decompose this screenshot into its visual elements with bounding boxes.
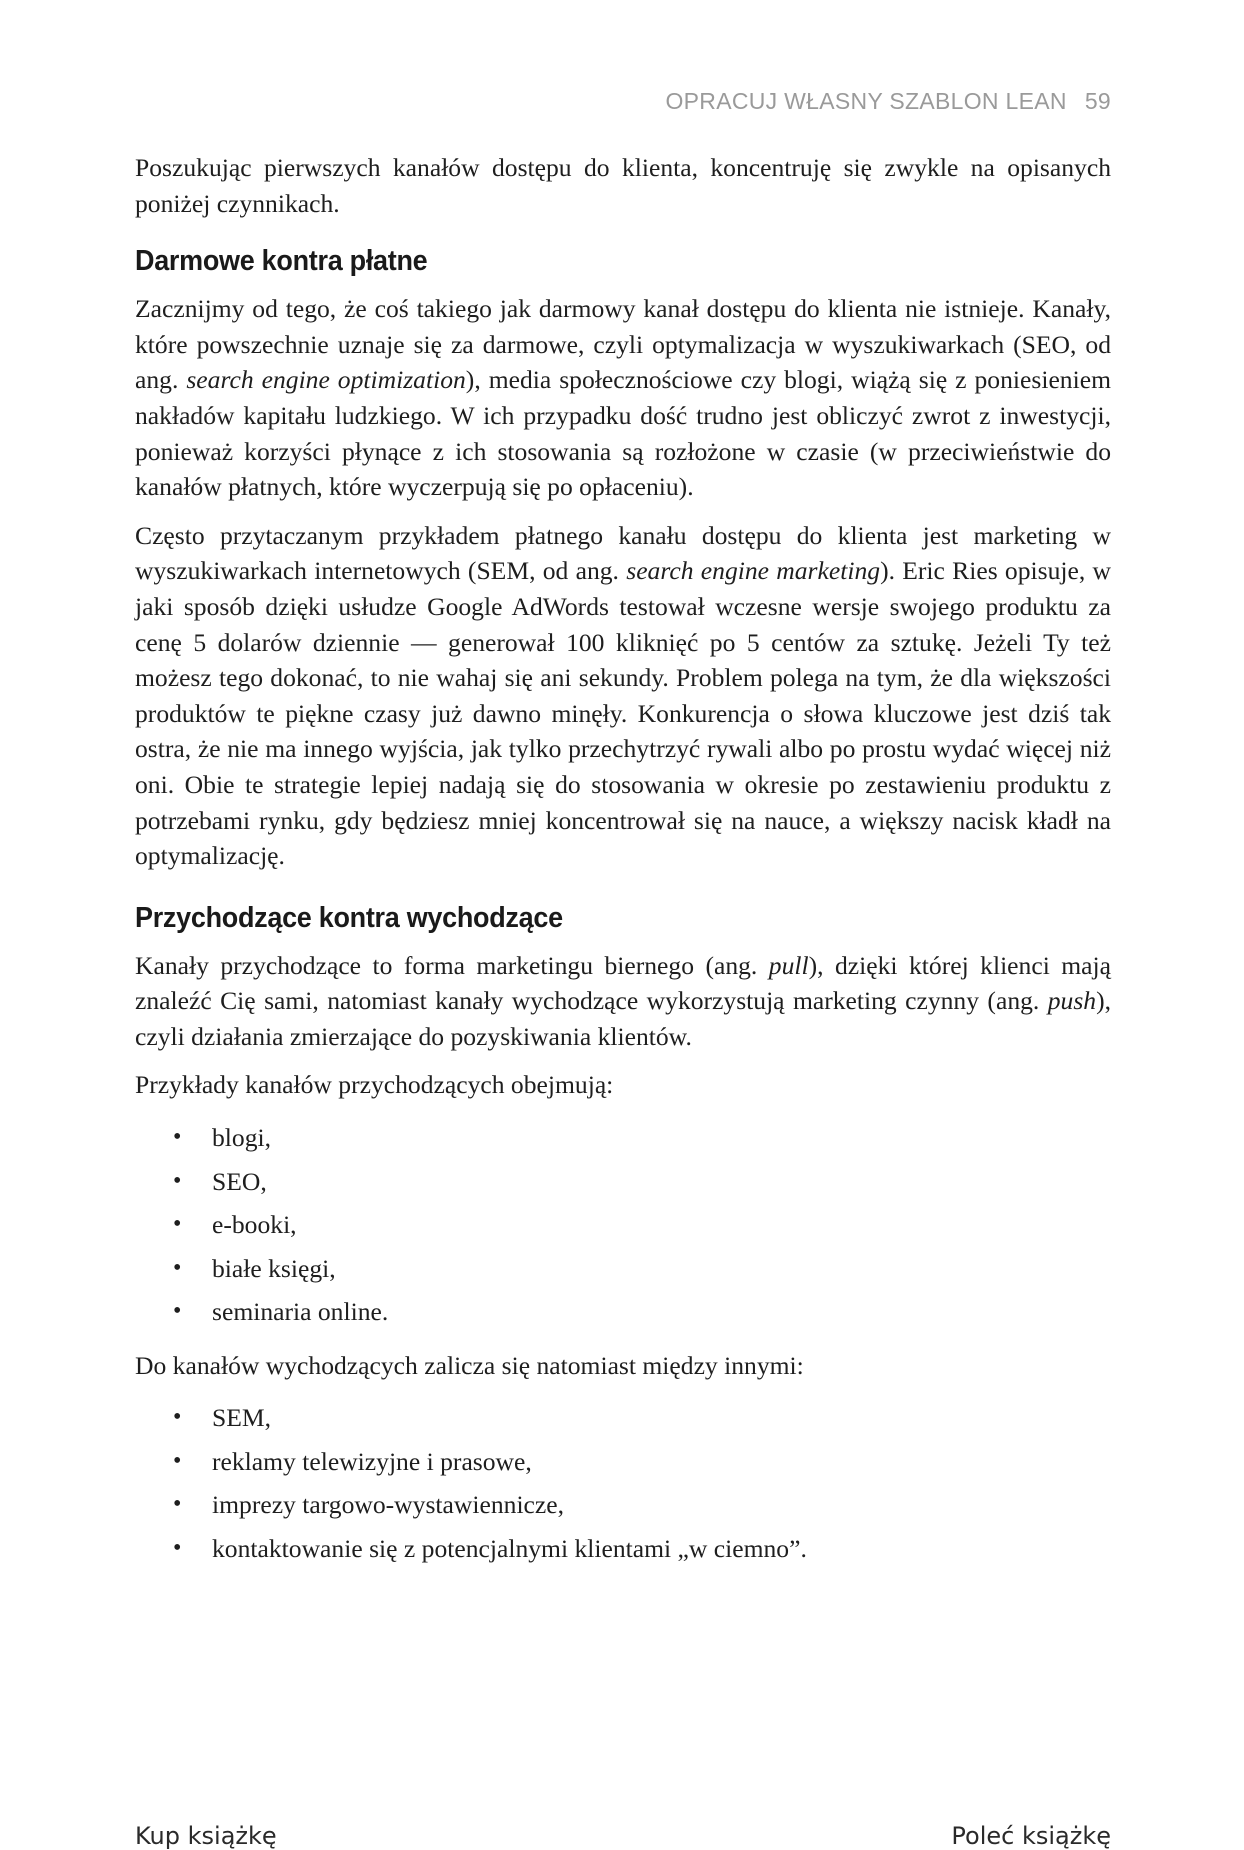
intro-paragraph: Poszukując pierwszych kanałów dostępu do klienta, koncentruję się zwykle na opisanych poniżej czynnikach.	[135, 153, 1111, 218]
page-number: 59	[1084, 88, 1111, 114]
list-item: • imprezy targowo-wystawiennicze,	[135, 1483, 1111, 1527]
outbound-channels-list	[135, 1396, 1111, 1570]
inbound-channels-list	[135, 1116, 1111, 1334]
list-item: • SEO,	[135, 1160, 1111, 1204]
running-head-title: OPRACUJ WŁASNY SZABLON LEAN	[665, 88, 1067, 114]
paragraph-free-channels: Zacznijmy od tego, że coś takiego jak darmowy kanał dostępu do klienta nie istnieje. Kanały, które powszechnie uznaje się za darmowe, czyli optymalizacja w wyszukiwarkach (SEO, od ang. search engine optimization), media społecznościowe czy blogi, wiążą się z poniesieniem nakładów kapitału ludzkiego. W ich przypadku dość trudno jest obliczyć zwrot z inwestycji, ponieważ korzyści płynące z ich stosowania są rozłożone w czasie (w przeciwieństwie do kanałów płatnych, które wyczerpują się po opłaceniu).	[135, 294, 1111, 502]
section-heading-free-vs-paid: Darmowe kontra płatne	[135, 245, 428, 278]
page-content	[135, 150, 1111, 1584]
outbound-list-intro: Do kanałów wychodzących zalicza się natomiast między innymi:	[135, 1350, 804, 1380]
running-head	[665, 88, 1111, 115]
book-page	[135, 0, 1111, 1850]
paragraph-paid-channels: Często przytaczanym przykładem płatnego kanału dostępu do klienta jest marketing w wyszukiwarkach internetowych (SEM, od ang. search engine marketing). Eric Ries opisuje, w jaki sposób dzięki usłudze Google AdWords testował wczesne wersje swojego produktu za cenę 5 dolarów dziennie — generował 100 kliknięć po 5 centów za sztukę. Jeżeli Ty też możesz tego dokonać, to nie wahaj się ani sekundy. Problem polega na tym, że dla większości produktów te piękne czasy już dawno minęły. Konkurencja o słowa kluczowe jest dziś tak ostra, że nie ma innego wyjścia, jak tylko przechytrzyć rywali albo po prostu wydać więcej niż oni. Obie te strategie lepiej nadają się do stosowania w okresie po zestawieniu produktu z potrzebami rynku, gdy będziesz mniej koncentrował się na nauce, a większy nacisk kładł na optymalizację.	[135, 520, 1112, 871]
list-item: • białe księgi,	[135, 1247, 1111, 1291]
list-item: • SEM,	[135, 1396, 1111, 1440]
list-item: • e-booki,	[135, 1203, 1111, 1247]
buy-book-link[interactable]: Kup książkę	[135, 1822, 277, 1850]
list-item: • seminaria online.	[135, 1290, 1111, 1334]
list-item: • kontaktowanie się z potencjalnymi klientami „w ciemno”.	[135, 1527, 1111, 1571]
list-item: • blogi,	[135, 1116, 1111, 1160]
inbound-list-intro: Przykłady kanałów przychodzących obejmują:	[135, 1070, 614, 1100]
recommend-book-link[interactable]: Poleć książkę	[951, 1822, 1111, 1850]
section-heading-inbound-vs-outbound: Przychodzące kontra wychodzące	[135, 901, 563, 934]
list-item: • reklamy telewizyjne i prasowe,	[135, 1440, 1111, 1484]
paragraph-inbound-outbound: Kanały przychodzące to forma marketingu biernego (ang. pull), dzięki której klienci mają znaleźć Cię sami, natomiast kanały wychodzące wykorzystują marketing czynny (ang. push), czyli działania zmierzające do pozyskiwania klientów.	[135, 950, 1112, 1051]
